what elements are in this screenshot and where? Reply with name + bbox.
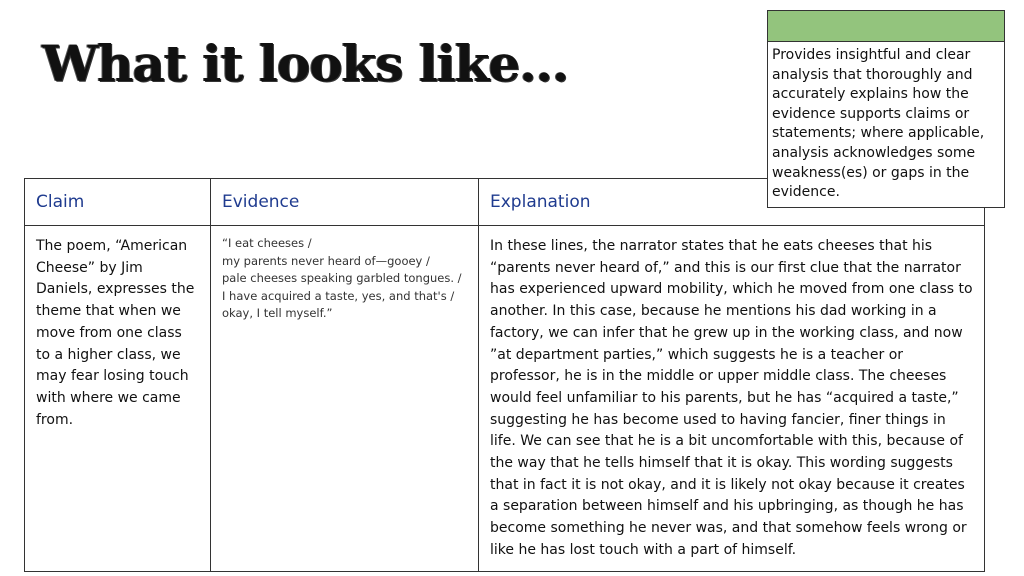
explanation-cell: In these lines, the narrator states that he eats cheeses that his “parents never heard of,” and this is our first clue that the narrator has experienced upward mobility, which he moved from one class to another. In this case, because he mentions his dad working in a factory, we can infer that he grew up in the working class, and now ”at department parties,” which suggests he is a teacher or professor, he is in the middle or upper middle class. The cheeses would feel unfamiliar to his parents, but he has “acquired a taste,” suggesting he has become used to having fancier, finer things in life. We can see that he is a bit uncomfortable with this, because of the way that he tells himself that it is okay. This wording suggests that in fact it is not okay, and it is likely not okay because it creates a separation between himself and his upbringing, as though he has become something he never was, and that somehow feels wrong or like he has lost touch with a part of himself. [479, 226, 985, 572]
evidence-line: pale cheeses speaking garbled tongues. / [222, 271, 462, 285]
table-row [25, 226, 985, 572]
header-explanation: Explanation [479, 179, 985, 226]
rubric-text: Provides insightful and clear analysis that thoroughly and accurately explains how the evidence supports claims or statements; where applicable, analysis acknowledges some weakness(es) or gaps in the evidence. [772, 47, 985, 201]
rubric-box [767, 10, 1005, 208]
evidence-cell [211, 226, 479, 572]
evidence-line: I have acquired a taste, yes, and that's / [222, 288, 455, 303]
slide-title: What it looks like… [42, 34, 569, 93]
header-claim: Claim [25, 179, 211, 226]
claim-evidence-explanation-table [24, 178, 985, 572]
header-evidence: Evidence [211, 179, 479, 226]
claim-cell: The poem, “American Cheese” by Jim Daniels, expresses the theme that when we move from one class to a higher class, we may fear losing touch with where we came from. [25, 226, 211, 572]
evidence-line: “I eat cheeses / [222, 236, 312, 250]
evidence-line: okay, I tell myself.” [222, 306, 333, 320]
evidence-line: my parents never heard of—gooey / [222, 253, 430, 268]
rubric-header [768, 11, 1004, 42]
